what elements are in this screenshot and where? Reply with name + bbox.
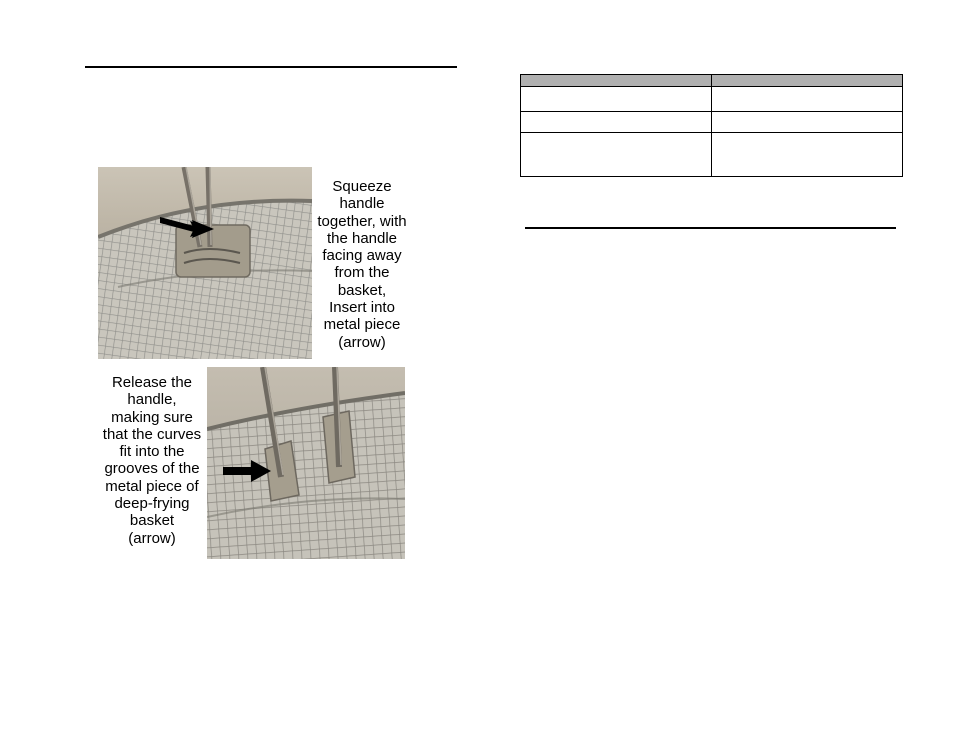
spec-table bbox=[520, 74, 903, 177]
table-column-divider bbox=[711, 75, 712, 176]
caption-line: metal piece of bbox=[105, 477, 199, 495]
basket-photo-1 bbox=[98, 167, 312, 359]
caption-line: making sure bbox=[111, 408, 193, 426]
photo-handle-insert bbox=[98, 167, 312, 359]
caption-line: Insert into bbox=[329, 299, 395, 317]
caption-line: the handle bbox=[326, 229, 398, 247]
caption-step-2 bbox=[100, 374, 204, 547]
caption-line: fit into the bbox=[119, 443, 185, 461]
caption-step-1 bbox=[316, 178, 408, 351]
caption-line: (arrow) bbox=[338, 333, 386, 351]
caption-line: from the bbox=[334, 264, 390, 282]
caption-line: that the curves bbox=[102, 425, 202, 443]
caption-line: grooves of the bbox=[104, 460, 200, 478]
basket-photo-2 bbox=[207, 367, 405, 559]
caption-line: Squeeze bbox=[332, 178, 392, 195]
caption-line: facing away bbox=[322, 247, 402, 265]
caption-line: together, with bbox=[317, 212, 407, 230]
caption-line: Release the bbox=[111, 374, 193, 391]
caption-line: deep-frying bbox=[114, 495, 190, 513]
top-rule-left bbox=[85, 66, 457, 68]
caption-line: metal piece bbox=[323, 316, 401, 334]
photo-handle-release bbox=[207, 367, 405, 559]
caption-line: (arrow) bbox=[128, 529, 176, 547]
caption-line: basket, bbox=[337, 281, 387, 299]
caption-line: handle bbox=[339, 195, 385, 213]
caption-line: handle, bbox=[127, 391, 177, 409]
caption-line: basket bbox=[129, 512, 175, 530]
section-rule-right bbox=[525, 227, 896, 229]
